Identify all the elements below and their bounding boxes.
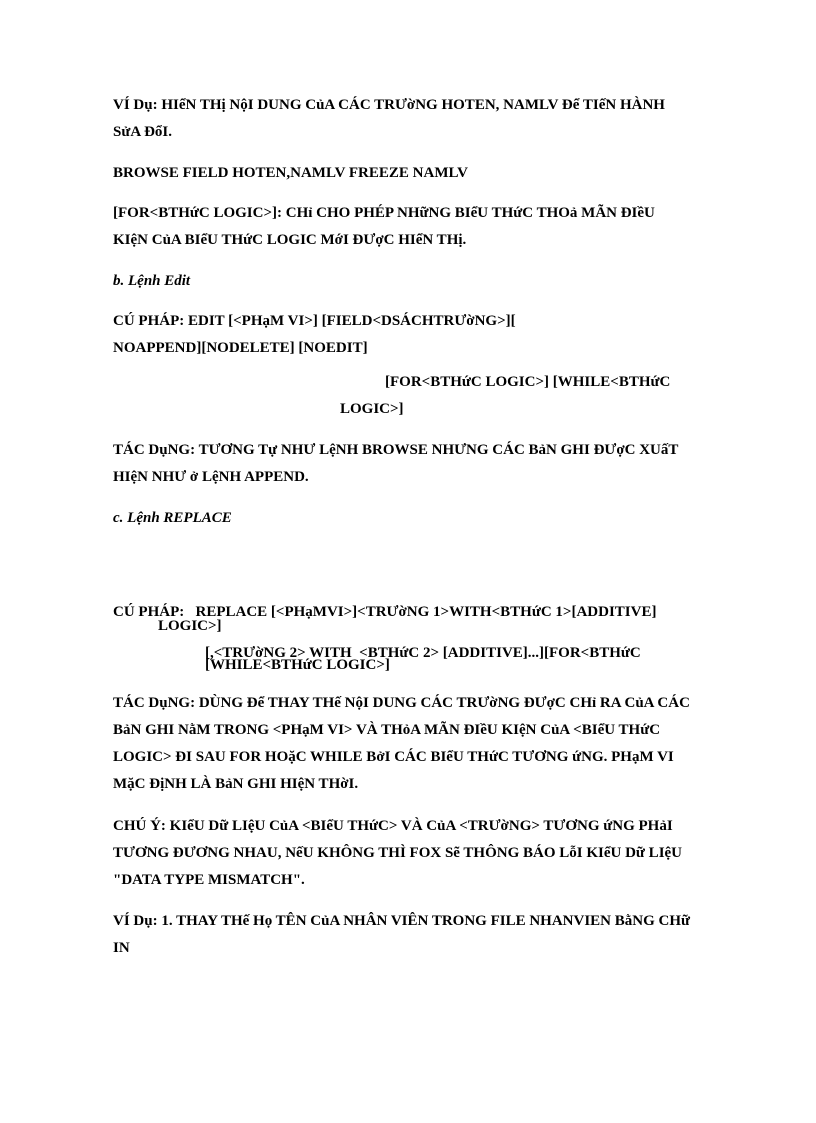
text-line: TÁC DụNG: TƯƠNG Tự NHƯ LệNH BROWSE NHƯNG CÁC BảN GHI ĐƯợC XUấT	[113, 442, 679, 458]
text-line: CHÚ Ý: KIểU Dữ LIệU CủA <BIểU THứC> VÀ CủA <TRƯờNG> TƯƠNG ứNG PHảI	[113, 818, 673, 834]
text-line: [FOR<BTHứC LOGIC>] [WHILE<BTHứC	[385, 374, 671, 390]
paragraph-edit-syntax-end	[340, 396, 540, 423]
paragraph-browse-command	[113, 160, 753, 187]
text-line: BROWSE FIELD HOTEN,NAMLV FREEZE NAMLV	[113, 165, 468, 181]
text-line: c. Lệnh REPLACE	[113, 510, 232, 526]
text-line: LOGIC> ĐI SAU FOR HOặC WHILE BởI CÁC BIểU THứC TƯƠNG ứNG. PHạM VI	[113, 749, 674, 765]
text-line: LOGIC>]	[340, 401, 404, 417]
text-line: SửA ĐổI.	[113, 124, 173, 140]
paragraph-note	[113, 813, 753, 894]
text-line: b. Lệnh Edit	[113, 273, 191, 289]
paragraph-replace-syntax-logic	[158, 613, 358, 640]
paragraph-edit-effect	[113, 437, 753, 491]
paragraph-for-clause	[113, 200, 753, 254]
section-heading-replace	[113, 505, 753, 532]
text-line: TƯƠNG ĐƯƠNG NHAU, NếU KHÔNG THÌ FOX Sẽ THÔNG BÁO LỗI KIểU Dữ LIệU	[113, 845, 683, 861]
text-line: HIệN NHƯ ở LệNH APPEND.	[113, 469, 309, 485]
paragraph-example-browse	[113, 92, 753, 146]
paragraph-replace-effect	[113, 690, 753, 798]
text-line: "DATA TYPE MISMATCH".	[113, 872, 305, 888]
paragraph-edit-syntax-cont	[385, 369, 785, 396]
text-line: CÚ PHÁP: REPLACE [<PHạMVI>]<TRƯờNG 1>WITH<BTHứC 1>[ADDITIVE]	[113, 604, 657, 620]
text-line: VÍ Dụ: HIểN THị NộI DUNG CủA CÁC TRƯờNG HOTEN, NAMLV Để TIếN HÀNH	[113, 97, 665, 113]
text-line: VÍ Dụ: 1. THAY THế Họ TÊN CủA NHÂN VIÊN TRONG FILE NHANVIEN BằNG CHữ	[113, 913, 691, 929]
text-line: MặC ĐịNH LÀ BảN GHI HIệN THờI.	[113, 776, 359, 792]
text-line: TÁC DụNG: DÙNG Để THAY THế NộI DUNG CÁC TRƯờNG ĐƯợC CHỉ RA CủA CÁC	[113, 695, 690, 711]
text-line: [WHILE<BTHứC LOGIC>]	[205, 657, 390, 673]
text-line: BảN GHI NằM TRONG <PHạM VI> VÀ THỏA MÃN ĐIềU KIệN CủA <BIểU THứC	[113, 722, 661, 738]
text-line: LOGIC>]	[158, 618, 222, 634]
paragraph-edit-syntax	[113, 308, 753, 362]
section-heading-edit	[113, 268, 753, 295]
text-line: [,<TRƯờNG 2> WITH <BTHứC 2> [ADDITIVE]...][FOR<BTHứC	[205, 645, 641, 661]
text-line: NOAPPEND][NODELETE] [NOEDIT]	[113, 340, 368, 356]
text-line: IN	[113, 940, 130, 956]
paragraph-example-replace	[113, 908, 753, 962]
text-line: KIệN CủA BIểU THứC LOGIC MớI ĐƯợC HIểN THị.	[113, 232, 467, 248]
text-line: CÚ PHÁP: EDIT [<PHạM VI>] [FIELD<DSÁCHTRƯờNG>][	[113, 313, 516, 329]
text-line: [FOR<BTHứC LOGIC>]: CHỉ CHO PHÉP NHữNG BIểU THứC THOả MÃN ĐIềU	[113, 205, 655, 221]
paragraph-replace-while	[205, 652, 605, 679]
